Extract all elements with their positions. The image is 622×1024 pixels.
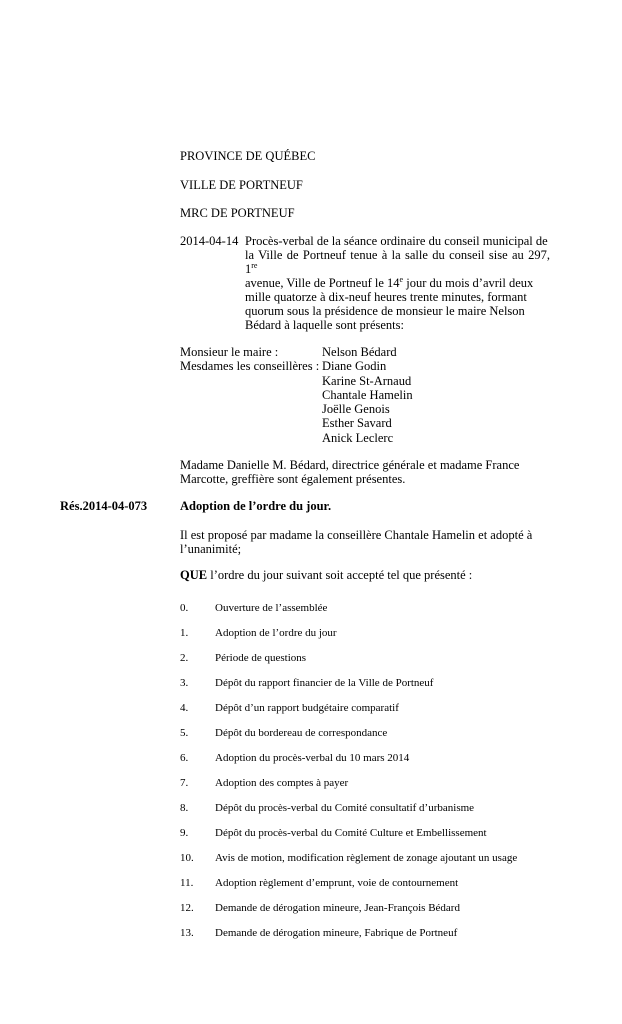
intro-line-5: quorum sous la présidence de monsieur le maire Nelson — [245, 304, 525, 318]
intro-line-3-sup: e — [399, 275, 404, 284]
agenda-item-text: Adoption de l’ordre du jour — [215, 627, 337, 639]
agenda-item-number: 2. — [180, 652, 189, 664]
intro-line-3-text-b: jour du mois d’avril deux — [403, 276, 534, 290]
also-present-line-1: Madame Danielle M. Bédard, directrice générale et madame France — [180, 458, 520, 472]
intro-line-2-text: la Ville de Portneuf tenue à la salle du conseil sise au 297, 1 — [245, 248, 550, 276]
agenda-item-text: Adoption règlement d’emprunt, voie de contournement — [215, 877, 459, 889]
attendee-name: Chantale Hamelin — [322, 387, 413, 402]
que-keyword: QUE — [180, 568, 208, 582]
agenda-item-number: 4. — [180, 702, 189, 714]
intro-line-4: mille quatorze à dix-neuf heures trente minutes, formant — [245, 290, 527, 304]
agenda-item-number: 8. — [180, 802, 189, 814]
meeting-date: 2014-04-14 — [180, 234, 239, 248]
agenda-item-number: 12. — [180, 902, 194, 914]
attendee-list — [322, 345, 413, 445]
que-text: l’ordre du jour suivant soit accepté tel que présenté : — [207, 568, 473, 582]
que-statement — [180, 568, 472, 583]
intro-line-2 — [245, 248, 550, 276]
agenda-item-text: Dépôt du procès-verbal du Comité Culture et Embellissement — [215, 827, 487, 839]
intro-line-2-sup: re — [251, 261, 258, 270]
attendee-name: Karine St-Arnaud — [322, 373, 412, 388]
proposal-line-1: Il est proposé par madame la conseillère Chantale Hamelin et adopté à — [180, 528, 533, 542]
agenda-item-number: 9. — [180, 827, 189, 839]
agenda-item-text: Adoption du procès-verbal du 10 mars 2014 — [215, 752, 410, 764]
province-heading: PROVINCE DE QUÉBEC — [180, 149, 316, 163]
intro-line-3-text-a: avenue, Ville de Portneuf le 14 — [245, 276, 400, 290]
agenda-item-text: Dépôt du rapport financier de la Ville de Portneuf — [215, 677, 434, 689]
intro-line-3 — [245, 276, 550, 290]
agenda-item-text: Période de questions — [215, 652, 307, 664]
intro-paragraph — [180, 234, 550, 332]
attendee-name: Joëlle Genois — [322, 402, 390, 417]
intro-line-1: Procès-verbal de la séance ordinaire du conseil municipal de — [245, 234, 548, 248]
intro-line-6: Bédard à laquelle sont présents: — [245, 318, 404, 332]
agenda-item-number: 7. — [180, 777, 189, 789]
attendee-name: Nelson Bédard — [322, 345, 397, 359]
agenda-item-text: Adoption des comptes à payer — [215, 777, 349, 789]
agenda-item-number: 3. — [180, 677, 189, 689]
proposal-paragraph — [180, 528, 550, 556]
agenda-item-number: 6. — [180, 752, 189, 764]
agenda-item-text: Avis de motion, modification règlement de zonage ajoutant un usage — [215, 852, 518, 864]
attendee-name: Esther Savard — [322, 416, 392, 431]
maire-label: Monsieur le maire : — [180, 345, 279, 359]
resolution-title: Adoption de l’ordre du jour. — [180, 499, 332, 513]
also-present-line-2: Marcotte, greffière sont également présentes. — [180, 472, 406, 486]
agenda-item-text: Dépôt d’un rapport budgétaire comparatif — [215, 702, 399, 714]
attendee-name: Diane Godin — [322, 359, 387, 374]
attendee-name: Anick Leclerc — [322, 430, 394, 445]
also-present-paragraph — [180, 458, 550, 486]
proposal-line-2: l’unanimité; — [180, 542, 242, 556]
agenda-item-number: 13. — [180, 927, 194, 939]
agenda-item-text: Demande de dérogation mineure, Jean-François Bédard — [215, 902, 460, 914]
agenda-item-number: 10. — [180, 852, 194, 864]
agenda-item-text: Dépôt du bordereau de correspondance — [215, 727, 388, 739]
intro-body — [245, 234, 550, 332]
agenda-item-text: Dépôt du procès-verbal du Comité consultatif d’urbanisme — [215, 802, 475, 814]
agenda-item-number: 5. — [180, 727, 189, 739]
resolution-number: Rés.2014-04-073 — [60, 499, 148, 513]
mrc-heading: MRC DE PORTNEUF — [180, 206, 295, 220]
agenda-item-number: 1. — [180, 627, 189, 639]
agenda-item-text: Demande de dérogation mineure, Fabrique de Portneuf — [215, 927, 458, 939]
agenda-item-text: Ouverture de l’assemblée — [215, 602, 328, 614]
agenda-item-number: 11. — [180, 877, 194, 889]
ville-heading: VILLE DE PORTNEUF — [180, 178, 303, 192]
conseilleres-label: Mesdames les conseillères : — [180, 359, 320, 374]
agenda-item-number: 0. — [180, 602, 189, 614]
